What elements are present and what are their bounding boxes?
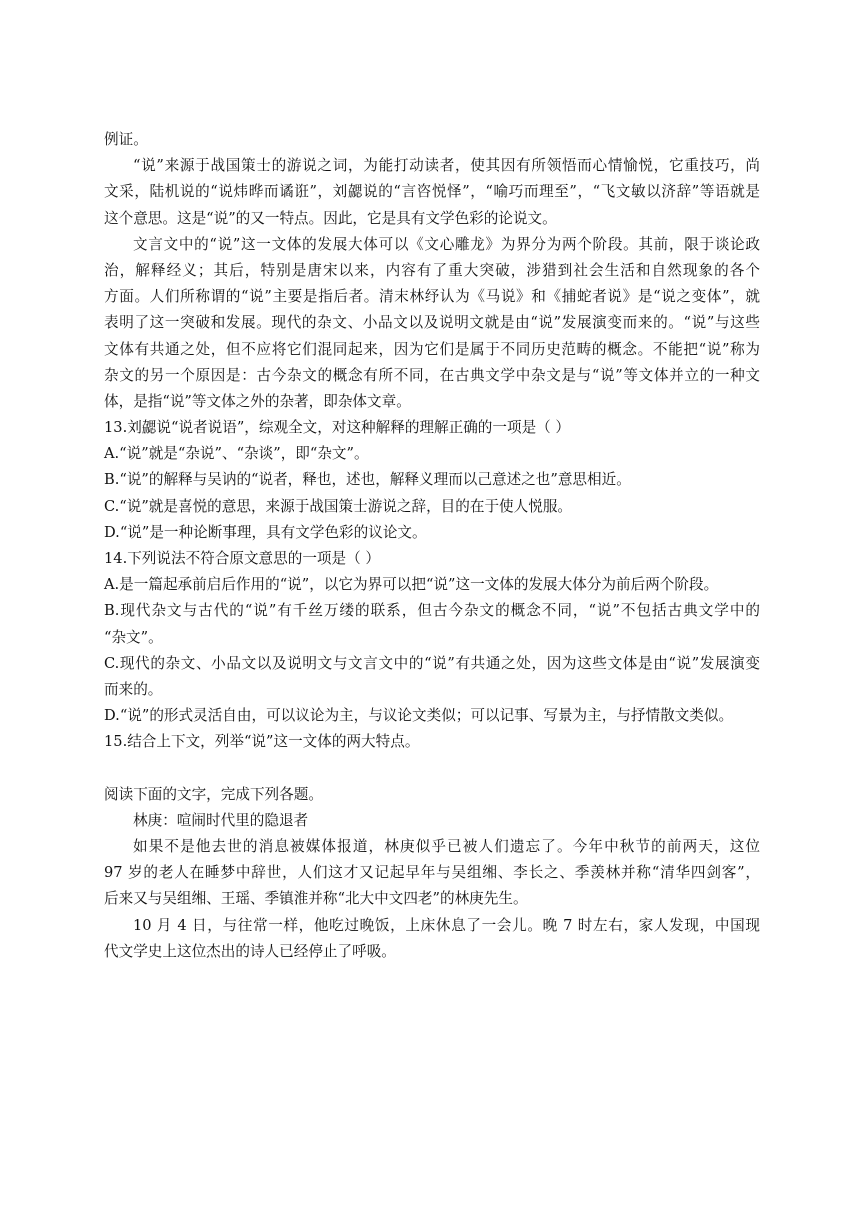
text-line: B.“说”的解释与吴讷的“说者，释也，述也，解释义理而以己意述之也”意思相近。 <box>104 471 631 489</box>
text-line: B.现代杂文与古代的“说”有千丝万缕的联系，但古今杂文的概念不同，“说”不包括古典文学中的 <box>104 602 760 620</box>
text-line: 阅读下面的文字，完成下列各题。 <box>104 785 323 803</box>
text-line: 代文学史上这位杰出的诗人已经停止了呼吸。 <box>104 942 396 960</box>
text-line: 后来又与吴组缃、王瑶、季镇淮并称“北大中文四老”的林庚先生。 <box>104 890 528 908</box>
text-line: 治，解释经义；其后，特别是唐宋以来，内容有了重大突破，涉猎到社会生活和自然现象的各个 <box>104 261 760 279</box>
text-line: “杂文”。 <box>104 628 163 646</box>
text-line: 文言文中的“说”这一文体的发展大体可以《文心雕龙》为界分为两个阶段。其前，限于谈论政 <box>133 235 760 253</box>
text-line: A.“说”就是“杂说”、“杂谈”，即“杂文”。 <box>104 445 369 463</box>
text-line: 15.结合上下文，列举“说”这一文体的两大特点。 <box>104 733 420 751</box>
text-line: 方面。人们所称谓的“说”主要是指后者。清末林纾认为《马说》和《捕蛇者说》是“说之变体”，就 <box>104 288 760 306</box>
text-line: D.“说”的形式灵活自由，可以议论为主，与议论文类似；可以记事、写景为主，与抒情散文类似。 <box>104 707 734 725</box>
text-line: C.现代的杂文、小品文以及说明文与文言文中的“说”有共通之处，因为这些文体是由“说”发展演变 <box>104 654 760 672</box>
text-line: 如果不是他去世的消息被媒体报道，林庚似乎已被人们遗忘了。今年中秋节的前两天，这位 <box>133 838 760 856</box>
text-line: C.“说”就是喜悦的意思，来源于战国策士游说之辞，目的在于使人悦服。 <box>104 497 573 515</box>
text-line: 文采，陆机说的“说炜晔而谲诳”，刘勰说的“言咨悦怿”，“喻巧而理至”，“飞文敏以济辞”等语就是 <box>104 183 760 201</box>
document-page <box>104 127 760 965</box>
text-line: A.是一篇起承前启后作用的“说”，以它为界可以把“说”这一文体的发展大体分为前后两个阶段。 <box>104 576 719 594</box>
text-line: 而来的。 <box>104 680 163 698</box>
text-line: 13.刘勰说“说者说语”，综观全文，对这种解释的理解正确的一项是（ ） <box>104 419 570 437</box>
text-line: 这个意思。这是“说”的又一特点。因此，它是具有文学色彩的论说文。 <box>104 209 557 227</box>
text-line: 例证。 <box>104 131 148 148</box>
blank-line <box>104 756 760 782</box>
text-line: “说”来源于战国策士的游说之词，为能打动读者，使其因有所领悟而心情愉悦，它重技巧，尚 <box>133 157 760 175</box>
text-line: 14.下列说法不符合原文意思的一项是（ ） <box>104 550 380 567</box>
text-line: 文体有共通之处，但不应将它们混同起来，因为它们是属于不同历史范畴的概念。不能把“说”称为 <box>104 340 760 358</box>
text-line: 97 岁的老人在睡梦中辞世，人们这才又记起早年与吴组缃、李长之、季羡林并称“清华四剑客”， <box>104 864 760 882</box>
text-line: 体，是指“说”等文体之外的杂著，即杂体文章。 <box>104 392 411 410</box>
text-line: 林庚：喧闹时代里的隐退者 <box>133 811 309 829</box>
text-line: 10 月 4 日，与往常一样，他吃过晚饭，上床休息了一会儿。晚 7 时左右，家人发现，中国现 <box>133 916 760 934</box>
text-line: D.“说”是一种论断事理，具有文学色彩的议论文。 <box>104 523 427 541</box>
text-line: 表明了这一突破和发展。现代的杂文、小品文以及说明文就是由“说”发展演变而来的。“说”与这些 <box>104 314 760 332</box>
text-line: 杂文的另一个原因是：古今杂文的概念有所不同，在古典文学中杂文是与“说”等文体并立的一种文 <box>104 366 760 384</box>
